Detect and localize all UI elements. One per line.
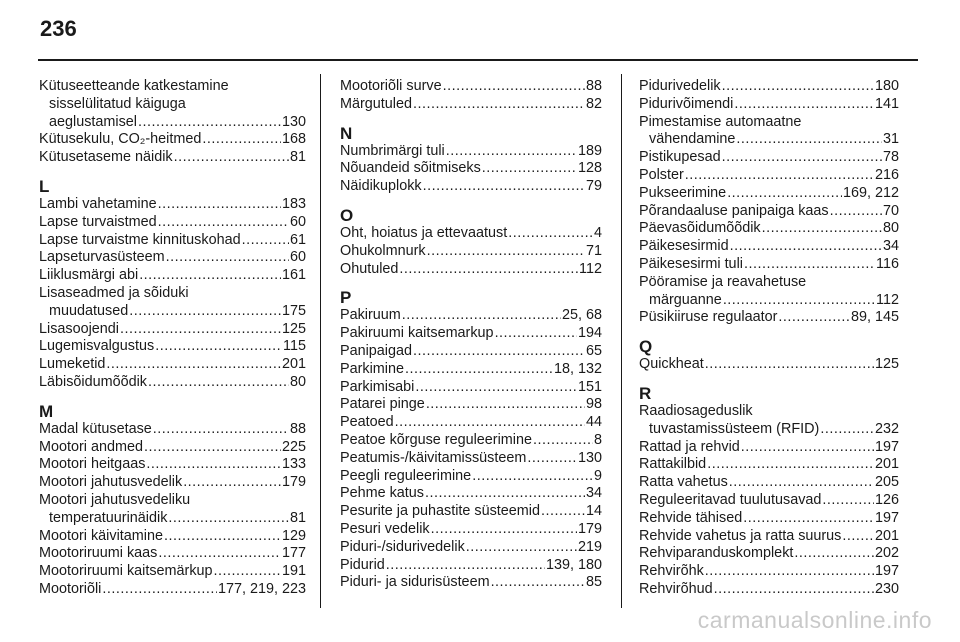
- index-entry: [340, 343, 602, 361]
- index-entry-term: Pidurid: [340, 556, 385, 573]
- index-entry: [639, 167, 899, 185]
- index-entry: [340, 521, 602, 539]
- index-entry-pages: 65: [585, 342, 602, 359]
- leader-dots: [794, 545, 874, 563]
- index-entry-pages: 98: [585, 396, 602, 413]
- index-entry-pages: 25, 68: [561, 307, 602, 324]
- index-entry: [639, 185, 899, 203]
- leader-dots: [729, 474, 874, 492]
- index-entry-term: Peatoe kõrguse reguleerimine: [340, 431, 532, 448]
- index-entry-term: Rehvirõhk: [639, 563, 704, 580]
- index-entry: [39, 267, 306, 285]
- index-entry: [39, 545, 306, 563]
- index-entry-term: Liiklusmärgi abi: [39, 267, 139, 284]
- index-entry-pages: 81: [289, 509, 306, 526]
- index-entry-pages: 126: [874, 491, 899, 508]
- index-entry: [340, 178, 602, 196]
- index-entry-pages: 71: [585, 242, 602, 259]
- index-entry-term: Numbrimärgi tuli: [340, 142, 445, 159]
- index-entry-term: Päikesesirmid: [639, 238, 729, 255]
- index-entry: [340, 225, 602, 243]
- leader-dots: [533, 432, 593, 450]
- index-entry-term: aeglustamisel: [49, 113, 137, 130]
- index-entry-term: Mootoriõli: [39, 580, 102, 597]
- index-entry-term: Pukseerimine: [639, 184, 727, 201]
- index-entry-term: muudatused: [49, 302, 129, 319]
- index-entry: [639, 220, 899, 238]
- index-entry-term: Mootori käivitamine: [39, 527, 163, 544]
- index-entry-term: Lapseturvasüsteem: [39, 249, 165, 266]
- index-entry: [639, 238, 899, 256]
- index-entry-pages: 189: [577, 142, 602, 159]
- index-entry-term: Rattakilbid: [639, 456, 707, 473]
- leader-dots: [466, 539, 577, 557]
- leader-dots: [741, 439, 874, 457]
- index-entry-term: Mootoriruumi kaas: [39, 545, 158, 562]
- index-entry-pages: 197: [874, 438, 899, 455]
- leader-dots: [405, 361, 553, 379]
- watermark: carmanualsonline.info: [697, 607, 932, 633]
- index-entry-term: Peatoed: [340, 414, 394, 431]
- leader-dots: [730, 238, 882, 256]
- index-entry-term: Läbisõidumõõdik: [39, 373, 148, 390]
- index-entry: [340, 414, 602, 432]
- index-entry: [340, 450, 602, 468]
- leader-dots: [722, 149, 882, 167]
- index-entry: [39, 456, 306, 474]
- index-entry: [340, 557, 602, 575]
- index-entry: [340, 96, 602, 114]
- leader-dots: [727, 185, 842, 203]
- index-entry-term: Piduri- ja sidurisüsteem: [340, 574, 490, 591]
- index-entry-pages: 139, 180: [545, 556, 602, 573]
- leader-dots: [508, 225, 593, 243]
- leader-dots: [495, 325, 577, 343]
- index-entry-pages: 125: [874, 356, 899, 373]
- leader-dots: [443, 78, 585, 96]
- index-entry: [39, 321, 306, 339]
- index-entry-pages: 179: [281, 474, 306, 491]
- index-entry-term: Püsikiiruse regulaator: [639, 309, 778, 326]
- index-entry-term: Piduri-/sidurivedelik: [340, 538, 465, 555]
- index-entry: [639, 510, 899, 528]
- column-divider: [621, 74, 622, 608]
- index-entry-pages: 133: [281, 456, 306, 473]
- index-entry: [639, 96, 899, 114]
- index-entry-term: Pidurivõimendi: [639, 95, 734, 112]
- leader-dots: [120, 321, 281, 339]
- index-entry-pages: 183: [281, 195, 306, 212]
- leader-dots: [146, 456, 281, 474]
- leader-dots: [423, 178, 585, 196]
- index-entry: [340, 143, 602, 161]
- index-entry-term: Päikesesirmi tuli: [639, 255, 743, 272]
- index-entry-pages: 82: [585, 95, 602, 112]
- index-entry-term: Rehviparanduskomplekt: [639, 545, 794, 562]
- leader-dots: [491, 574, 585, 592]
- index-entry: [39, 563, 306, 581]
- leader-dots: [106, 356, 281, 374]
- leader-dots: [399, 261, 578, 279]
- leader-dots: [402, 307, 561, 325]
- index-entry-term: Näidikuplokk: [340, 178, 422, 195]
- leader-dots: [168, 510, 289, 528]
- index-entry-term: Mootori jahutusvedelik: [39, 474, 183, 491]
- index-entry-pages: 14: [585, 503, 602, 520]
- index-entry-term: Nõuandeid sõitmiseks: [340, 160, 481, 177]
- index-entry-pages: 130: [577, 449, 602, 466]
- index-entry-term: Kütusekulu, CO₂-heitmed: [39, 131, 202, 148]
- index-entry: [639, 78, 899, 96]
- index-entry-pages: 9: [593, 467, 602, 484]
- index-entry-term: Pehme katus: [340, 485, 424, 502]
- index-entry-pages: 4: [593, 224, 602, 241]
- index-entry-pages: 201: [281, 356, 306, 373]
- leader-dots: [102, 581, 217, 599]
- index-entry-pages: 151: [577, 378, 602, 395]
- leader-dots: [164, 528, 281, 546]
- page-number: 236: [40, 16, 77, 41]
- index-entry-pages: 85: [585, 574, 602, 591]
- index-entry-term: Pakiruum: [340, 307, 401, 324]
- leader-dots: [148, 374, 289, 392]
- index-entry-pages: 161: [281, 267, 306, 284]
- index-entry: [639, 256, 899, 274]
- index-entry: [340, 574, 602, 592]
- index-column-2: [340, 78, 602, 592]
- index-entry-term: Ohukolmnurk: [340, 242, 426, 259]
- index-entry-pages: 34: [882, 238, 899, 255]
- index-entry: [39, 356, 306, 374]
- index-entry-pages: 201: [874, 456, 899, 473]
- index-entry: [639, 149, 899, 167]
- index-entry-pages: 179: [577, 520, 602, 537]
- index-entry: [639, 545, 899, 563]
- index-entry-term: Reguleeritavad tuulutusavad: [639, 491, 822, 508]
- leader-dots: [822, 492, 874, 510]
- leader-dots: [705, 356, 874, 374]
- index-entry: [340, 379, 602, 397]
- index-entry-pages: 88: [289, 420, 306, 437]
- index-entry-pages: 89, 145: [850, 309, 899, 326]
- index-entry-pages: 202: [874, 545, 899, 562]
- index-entry-pages: 216: [874, 166, 899, 183]
- index-entry: [340, 307, 602, 325]
- leader-dots: [685, 167, 874, 185]
- index-entry-pages: 8: [593, 431, 602, 448]
- index-entry-pages: 60: [289, 249, 306, 266]
- leader-dots: [413, 343, 585, 361]
- leader-dots: [425, 485, 585, 503]
- leader-dots: [482, 160, 577, 178]
- index-entry-pages: 80: [882, 220, 899, 237]
- index-entry-pages: 168: [281, 131, 306, 148]
- index-letter-heading: M: [39, 401, 54, 421]
- index-entry-pages: 34: [585, 485, 602, 502]
- leader-dots: [155, 338, 282, 356]
- index-entry-term: Quickheat: [639, 356, 704, 373]
- leader-dots: [744, 256, 875, 274]
- leader-dots: [129, 303, 281, 321]
- leader-dots: [214, 563, 281, 581]
- index-entry: [340, 432, 602, 450]
- leader-dots: [472, 468, 593, 486]
- index-entry-term: vähendamine: [649, 131, 736, 148]
- index-entry-pages: 197: [874, 563, 899, 580]
- index-entry-term: Oht, hoiatus ja ettevaatust: [340, 224, 508, 241]
- leader-dots: [386, 557, 545, 575]
- index-column-1: [39, 78, 306, 599]
- index-entry: [639, 356, 899, 374]
- leader-dots: [762, 220, 882, 238]
- index-entry: [39, 510, 306, 528]
- index-entry: [340, 485, 602, 503]
- leader-dots: [778, 309, 850, 327]
- index-entry: [639, 421, 899, 439]
- index-entry-term: tuvastamissüsteem (RFID): [649, 420, 820, 437]
- index-entry: [340, 468, 602, 486]
- index-entry-term: Pidurivedelik: [639, 78, 721, 94]
- leader-dots: [139, 267, 281, 285]
- index-entry-term: Lumeketid: [39, 356, 106, 373]
- index-entry-term: Rehvide tähised: [639, 509, 743, 526]
- index-entry-term-line: Mootori jahutusvedeliku: [39, 491, 191, 508]
- index-letter-heading: R: [639, 383, 652, 403]
- index-entry: [639, 492, 899, 510]
- leader-dots: [431, 521, 577, 539]
- index-entry-term: Rehvirõhud: [639, 580, 713, 597]
- index-entry-term-line: Raadiosageduslik: [639, 402, 753, 419]
- index-entry: [39, 196, 306, 214]
- index-entry-term-line: Lisaseadmed ja sõiduki: [39, 284, 189, 301]
- index-entry: [340, 539, 602, 557]
- leader-dots: [158, 196, 281, 214]
- leader-dots: [158, 545, 281, 563]
- index-entry-pages: 79: [585, 178, 602, 195]
- leader-dots: [707, 456, 874, 474]
- index-entry-pages: 141: [874, 95, 899, 112]
- leader-dots: [723, 292, 875, 310]
- index-letter-heading: N: [340, 123, 353, 143]
- leader-dots: [830, 203, 882, 221]
- index-entry: [639, 528, 899, 546]
- index-entry-pages: 177: [281, 545, 306, 562]
- index-entry-term: Madal kütusetase: [39, 420, 152, 437]
- leader-dots: [541, 503, 585, 521]
- leader-dots: [446, 143, 577, 161]
- index-entry-pages: 225: [281, 438, 306, 455]
- index-entry-term: Panipaigad: [340, 342, 413, 359]
- index-entry-term: Ohutuled: [340, 260, 399, 277]
- index-entry-pages: 169, 212: [842, 184, 899, 201]
- index-entry-term: Pesuri vedelik: [340, 520, 430, 537]
- index-entry: [340, 78, 602, 96]
- index-entry: [639, 456, 899, 474]
- index-entry: [39, 249, 306, 267]
- index-entry-pages: 18, 132: [553, 360, 602, 377]
- leader-dots: [734, 96, 874, 114]
- index-entry-term: märguanne: [649, 291, 722, 308]
- leader-dots: [736, 131, 882, 149]
- index-entry-term: Patarei pinge: [340, 396, 425, 413]
- index-entry-term-line: Kütuseetteande katkestamine: [39, 78, 229, 94]
- leader-dots: [144, 439, 281, 457]
- index-entry-pages: 128: [577, 160, 602, 177]
- index-entry-pages: 130: [281, 113, 306, 130]
- index-entry-pages: 194: [577, 325, 602, 342]
- index-entry-pages: 191: [281, 563, 306, 580]
- index-letter-heading: P: [340, 288, 352, 308]
- index-entry-term: Lapse turvaistmed: [39, 213, 157, 230]
- index-entry-term: Kütusetaseme näidik: [39, 149, 173, 166]
- index-entry: [340, 396, 602, 414]
- index-entry: [39, 421, 306, 439]
- index-entry-pages: 60: [289, 213, 306, 230]
- index-entry-term: temperatuurinäidik: [49, 509, 168, 526]
- index-entry: [39, 474, 306, 492]
- index-entry-term: Märgutuled: [340, 95, 412, 112]
- index-entry-pages: 230: [874, 580, 899, 597]
- leader-dots: [153, 421, 289, 439]
- index-entry: [639, 131, 899, 149]
- header-rule: [38, 59, 918, 61]
- index-entry: [39, 114, 306, 132]
- index-entry: [639, 439, 899, 457]
- index-entry-pages: 177, 219, 223: [217, 580, 306, 597]
- leader-dots: [842, 528, 874, 546]
- index-entry-pages: 125: [281, 320, 306, 337]
- index-entry: [639, 203, 899, 221]
- leader-dots: [242, 232, 289, 250]
- index-entry-term: Peegli reguleerimine: [340, 467, 472, 484]
- index-entry-term-line: Pimestamise automaatne: [639, 113, 802, 130]
- leader-dots: [413, 96, 585, 114]
- index-entry: [39, 374, 306, 392]
- leader-dots: [174, 149, 289, 167]
- column-divider: [320, 74, 321, 608]
- index-entry-term-line: Pööramise ja reavahetuse: [639, 273, 807, 290]
- index-entry: [340, 361, 602, 379]
- index-entry-term: Polster: [639, 166, 684, 183]
- index-entry-pages: 78: [882, 149, 899, 166]
- index-entry-term: Mootori heitgaas: [39, 456, 146, 473]
- index-entry-pages: 175: [281, 302, 306, 319]
- index-entry-pages: 205: [874, 474, 899, 491]
- index-entry-pages: 44: [585, 414, 602, 431]
- index-entry: [340, 325, 602, 343]
- index-entry: [639, 292, 899, 310]
- index-letter-heading: Q: [639, 337, 653, 357]
- index-entry-term-line: sisselülitatud käiguga: [49, 95, 186, 112]
- index-entry: [639, 474, 899, 492]
- index-entry: [39, 214, 306, 232]
- index-entry-term: Peatumis-/käivitamissüsteem: [340, 449, 527, 466]
- index-entry-term: Lapse turvaistme kinnituskohad: [39, 231, 241, 248]
- index-entry: [39, 581, 306, 599]
- index-entry: [639, 563, 899, 581]
- index-entry-pages: 180: [874, 78, 899, 94]
- leader-dots: [743, 510, 874, 528]
- index-entry: [39, 528, 306, 546]
- index-entry-term: Parkimisabi: [340, 378, 415, 395]
- index-entry: [39, 149, 306, 167]
- leader-dots: [183, 474, 281, 492]
- index-entry-pages: 31: [882, 131, 899, 148]
- index-entry-term: Põrandaaluse panipaiga kaas: [639, 202, 829, 219]
- index-entry-term: Lugemisvalgustus: [39, 338, 155, 355]
- index-entry-pages: 80: [289, 373, 306, 390]
- index-entry: [340, 160, 602, 178]
- index-entry-pages: 115: [283, 338, 306, 355]
- leader-dots: [426, 396, 585, 414]
- index-entry: [340, 261, 602, 279]
- index-entry-term: Lambi vahetamine: [39, 195, 157, 212]
- index-entry: [340, 243, 602, 261]
- index-entry-term: Päevasõidumõõdik: [639, 220, 761, 237]
- index-column-3: [639, 78, 899, 599]
- index-entry-pages: 197: [874, 509, 899, 526]
- index-entry-pages: 112: [579, 260, 602, 277]
- index-entry: [39, 131, 306, 149]
- index-entry-term: Mootoriõli surve: [340, 78, 442, 94]
- leader-dots: [158, 214, 289, 232]
- leader-dots: [138, 114, 281, 132]
- index-letter-heading: L: [39, 176, 50, 196]
- index-entry-term: Pistikupesad: [639, 149, 721, 166]
- index-entry-term: Rattad ja rehvid: [639, 438, 740, 455]
- index-entry-term: Ratta vahetus: [639, 474, 728, 491]
- index-entry-pages: 70: [882, 202, 899, 219]
- index-entry-term: Mootori andmed: [39, 438, 143, 455]
- leader-dots: [722, 78, 874, 96]
- leader-dots: [395, 414, 585, 432]
- index-entry-pages: 81: [289, 149, 306, 166]
- leader-dots: [705, 563, 874, 581]
- index-entry: [39, 338, 306, 356]
- index-entry-term: Pesurite ja puhastite süsteemid: [340, 503, 540, 520]
- index-entry-term: Parkimine: [340, 360, 404, 377]
- index-entry-term: Rehvide vahetus ja ratta suurus: [639, 527, 842, 544]
- index-entry-pages: 219: [577, 538, 602, 555]
- index-letter-heading: O: [340, 205, 354, 225]
- index-entry-pages: 116: [876, 255, 899, 272]
- index-entry-pages: 129: [281, 527, 306, 544]
- leader-dots: [820, 421, 874, 439]
- index-entry: [39, 303, 306, 321]
- index-entry-term: Pakiruumi kaitsemarkup: [340, 325, 494, 342]
- index-entry: [639, 581, 899, 599]
- index-entry: [340, 503, 602, 521]
- leader-dots: [527, 450, 577, 468]
- index-entry-pages: 88: [585, 78, 602, 94]
- index-entry-pages: 61: [289, 231, 306, 248]
- leader-dots: [415, 379, 577, 397]
- index-entry: [39, 232, 306, 250]
- index-entry-pages: 112: [876, 291, 899, 308]
- leader-dots: [202, 131, 281, 149]
- index-entry-pages: 201: [874, 527, 899, 544]
- index-entry-pages: 232: [874, 420, 899, 437]
- leader-dots: [427, 243, 585, 261]
- index-entry: [39, 439, 306, 457]
- leader-dots: [166, 249, 289, 267]
- index-entry: [639, 309, 899, 327]
- index-entry-term: Lisasoojendi: [39, 320, 120, 337]
- index-entry-term: Mootoriruumi kaitsemärkup: [39, 563, 213, 580]
- leader-dots: [714, 581, 874, 599]
